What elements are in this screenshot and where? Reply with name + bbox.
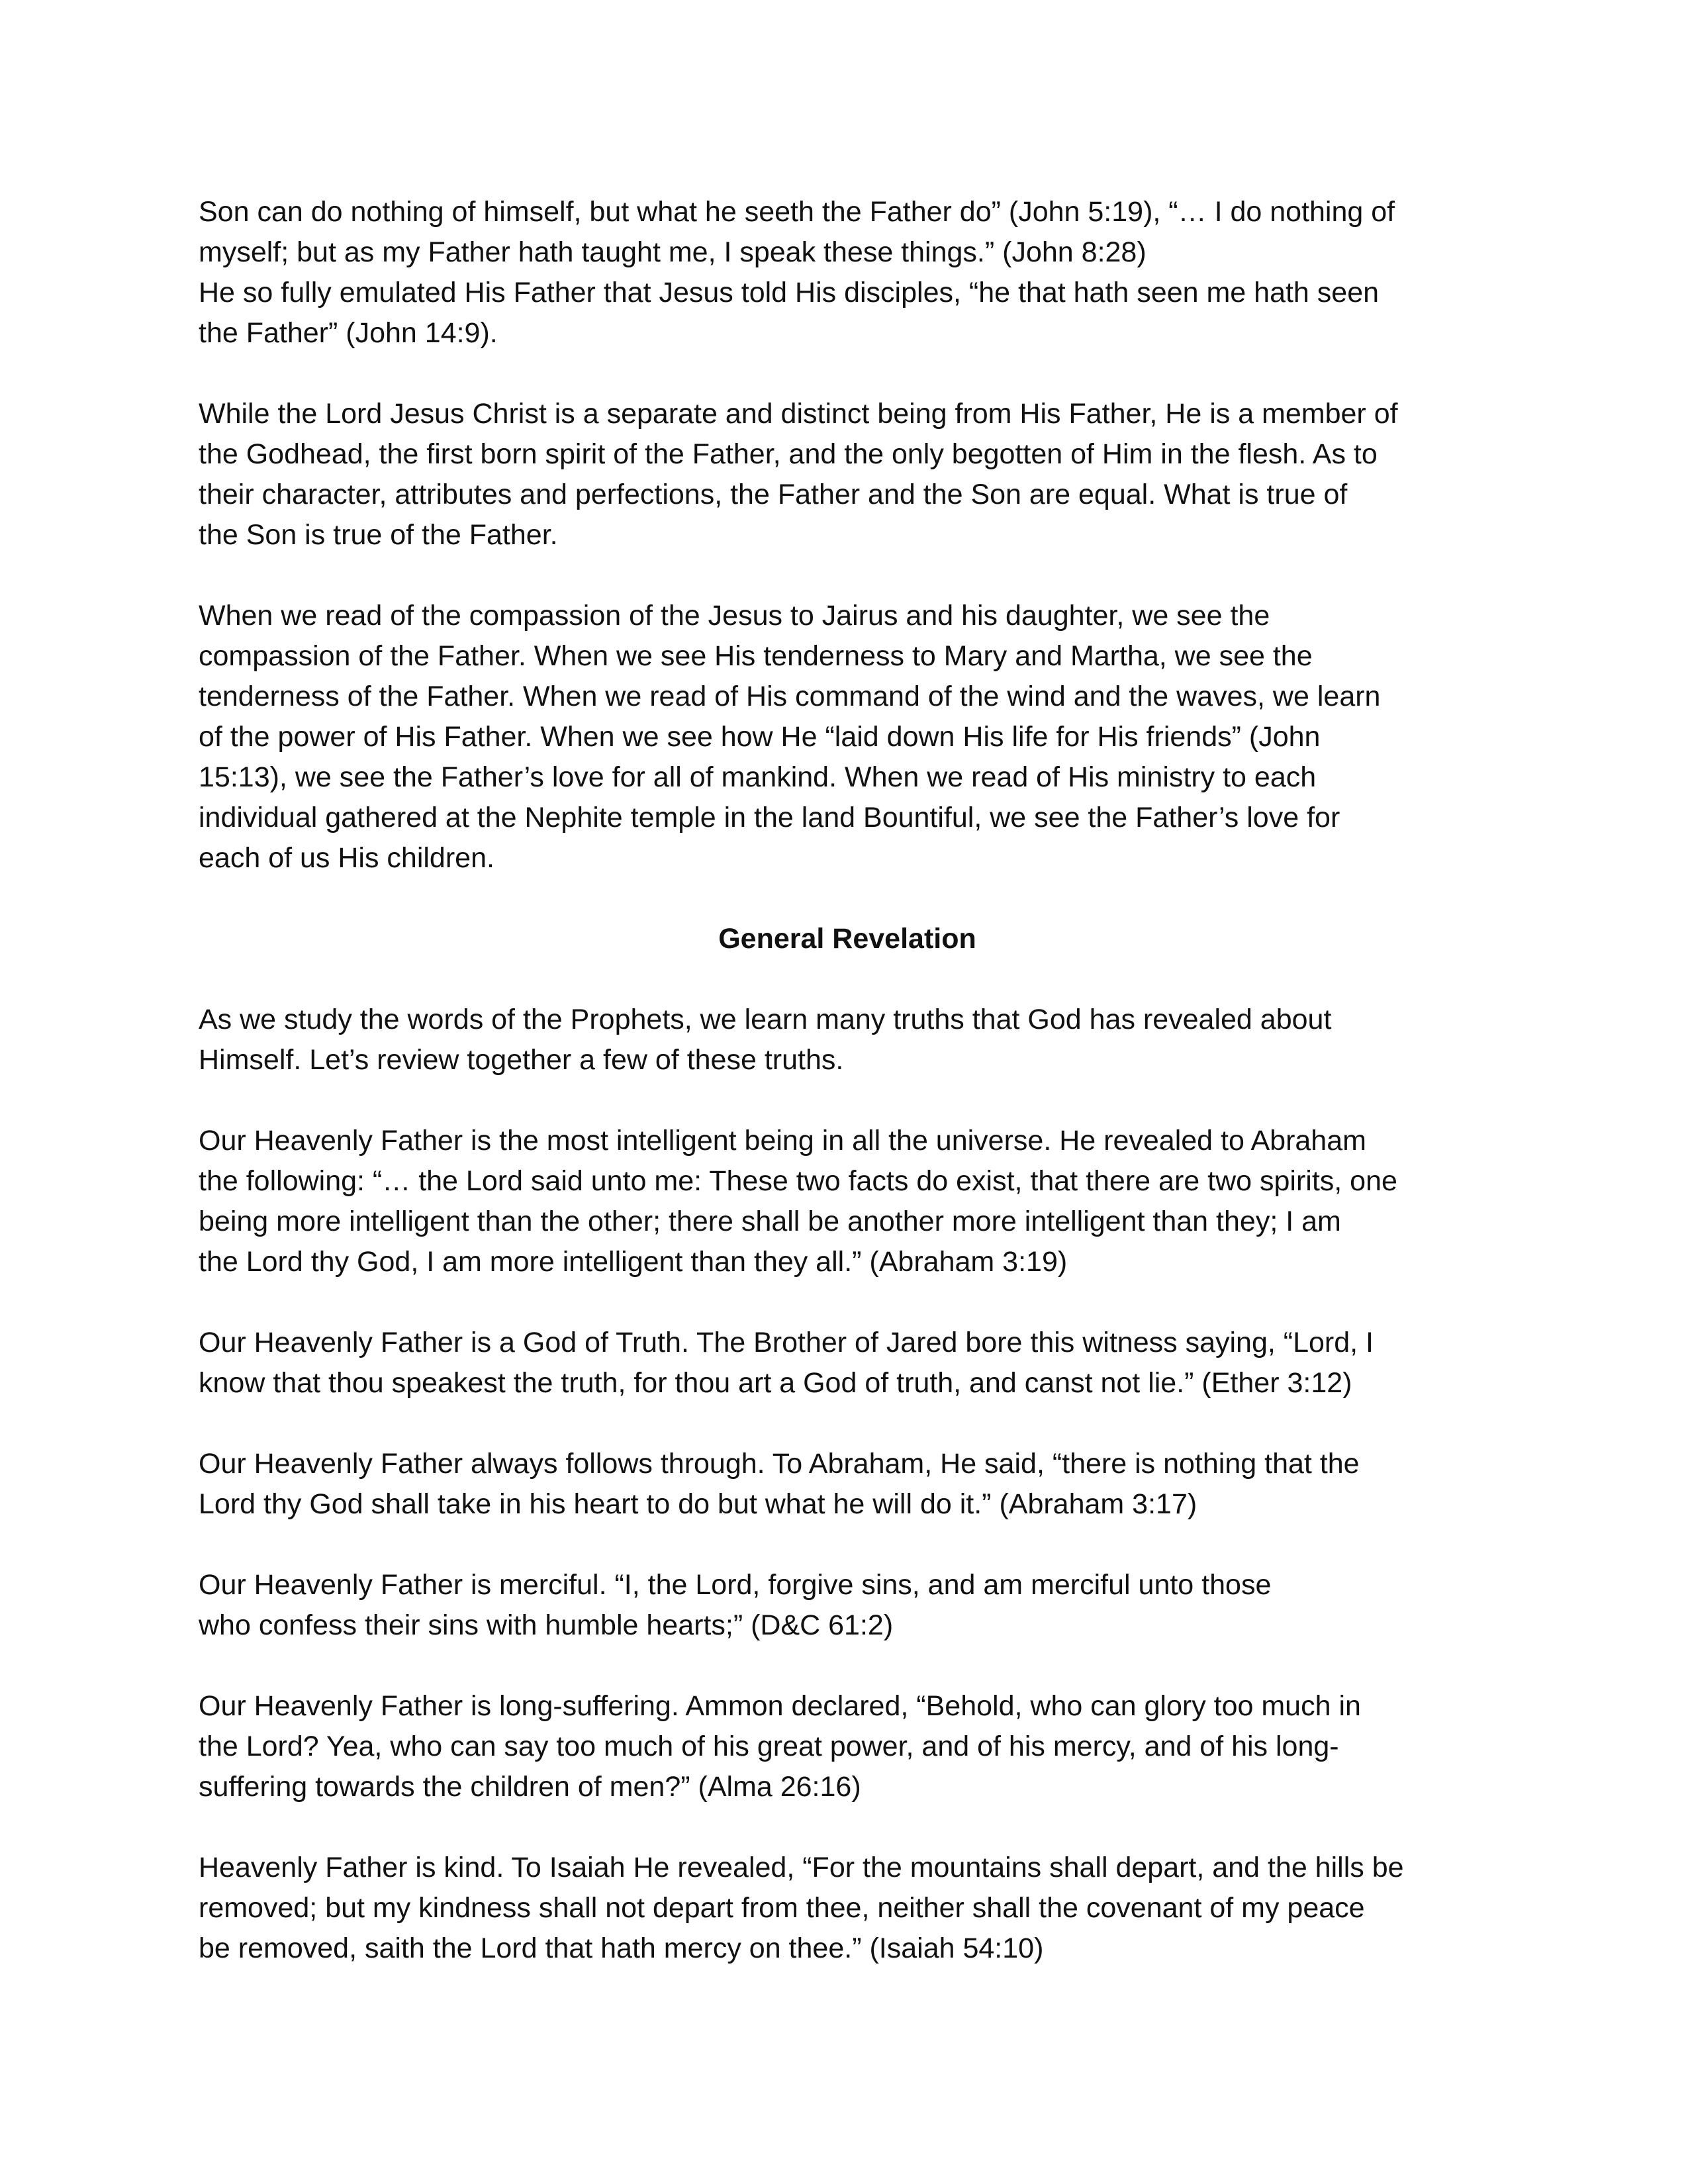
text-line: the Lord? Yea, who can say too much of his great power, and of his mercy, and of his long-	[199, 1731, 1339, 1762]
text-line: the Lord thy God, I am more intelligent than they all.” (Abraham 3:19)	[199, 1246, 1068, 1278]
text-line: Himself. Let’s review together a few of these truths.	[199, 1044, 844, 1076]
text-line: the Son is true of the Father.	[199, 519, 558, 551]
text-line: While the Lord Jesus Christ is a separate and distinct being from His Father, He is a member of	[199, 398, 1398, 430]
text-line: the Father” (John 14:9).	[199, 317, 498, 349]
text-line: Our Heavenly Father is the most intelligent being in all the universe. He revealed to Abraham	[199, 1125, 1366, 1157]
text-line: who confess their sins with humble hearts;” (D&C 61:2)	[199, 1609, 894, 1641]
text-line: each of us His children.	[199, 842, 494, 874]
paragraph-merciful	[199, 1565, 1496, 1646]
text-line: being more intelligent than the other; there shall be another more intelligent than they; I am	[199, 1206, 1341, 1237]
document-page	[199, 192, 1496, 2009]
text-line: When we read of the compassion of the Jesus to Jairus and his daughter, we see the	[199, 600, 1270, 632]
text-line: Our Heavenly Father always follows through. To Abraham, He said, “there is nothing that the	[199, 1448, 1360, 1480]
text-line: removed; but my kindness shall not depart from thee, neither shall the covenant of my peace	[199, 1892, 1365, 1924]
paragraph-godhead	[199, 394, 1496, 555]
text-line: be removed, saith the Lord that hath mercy on thee.” (Isaiah 54:10)	[199, 1932, 1044, 1964]
text-line: their character, attributes and perfections, the Father and the Son are equal. What is true of	[199, 479, 1348, 510]
text-line: As we study the words of the Prophets, we learn many truths that God has revealed about	[199, 1004, 1332, 1035]
text-line: know that thou speakest the truth, for thou art a God of truth, and canst not lie.” (Ether 3:12)	[199, 1367, 1352, 1399]
paragraph-son-emulates-father	[199, 192, 1496, 354]
text-line: of the power of His Father. When we see how He “laid down His life for His friends” (John	[199, 721, 1321, 753]
text-line: Heavenly Father is kind. To Isaiah He revealed, “For the mountains shall depart, and the hills be	[199, 1852, 1404, 1883]
text-line: Our Heavenly Father is long-suffering. Ammon declared, “Behold, who can glory too much in	[199, 1690, 1361, 1722]
text-line: the following: “… the Lord said unto me: These two facts do exist, that there are two spirits, one	[199, 1165, 1397, 1197]
text-line: myself; but as my Father hath taught me, I speak these things.” (John 8:28)	[199, 236, 1147, 268]
text-line: 15:13), we see the Father’s love for all of mankind. When we read of His ministry to each	[199, 761, 1317, 793]
text-line: individual gathered at the Nephite temple in the land Bountiful, we see the Father’s love for	[199, 802, 1340, 833]
section-heading: General Revelation	[718, 923, 976, 955]
text-line: Son can do nothing of himself, but what he seeth the Father do” (John 5:19), “… I do nothing of	[199, 196, 1395, 228]
text-line: Our Heavenly Father is a God of Truth. The Brother of Jared bore this witness saying, “Lord, I	[199, 1327, 1374, 1358]
text-line: He so fully emulated His Father that Jesus told His disciples, “he that hath seen me hath seen	[199, 277, 1380, 309]
paragraph-kind	[199, 1848, 1496, 1969]
paragraph-compassion	[199, 596, 1496, 878]
paragraph-truth	[199, 1323, 1496, 1403]
text-line: the Godhead, the first born spirit of the Father, and the only begotten of Him in the flesh. As to	[199, 438, 1378, 470]
paragraph-follows-through	[199, 1444, 1496, 1525]
text-line: Our Heavenly Father is merciful. “I, the Lord, forgive sins, and am merciful unto those	[199, 1569, 1272, 1601]
text-line: suffering towards the children of men?” (Alma 26:16)	[199, 1771, 861, 1803]
text-line: tenderness of the Father. When we read of His command of the wind and the waves, we learn	[199, 681, 1381, 712]
paragraph-long-suffering	[199, 1686, 1496, 1807]
paragraph-intelligent	[199, 1121, 1496, 1282]
paragraph-intro-truths	[199, 1000, 1496, 1080]
text-line: compassion of the Father. When we see His tenderness to Mary and Martha, we see the	[199, 640, 1313, 672]
text-line: Lord thy God shall take in his heart to do but what he will do it.” (Abraham 3:17)	[199, 1488, 1197, 1520]
